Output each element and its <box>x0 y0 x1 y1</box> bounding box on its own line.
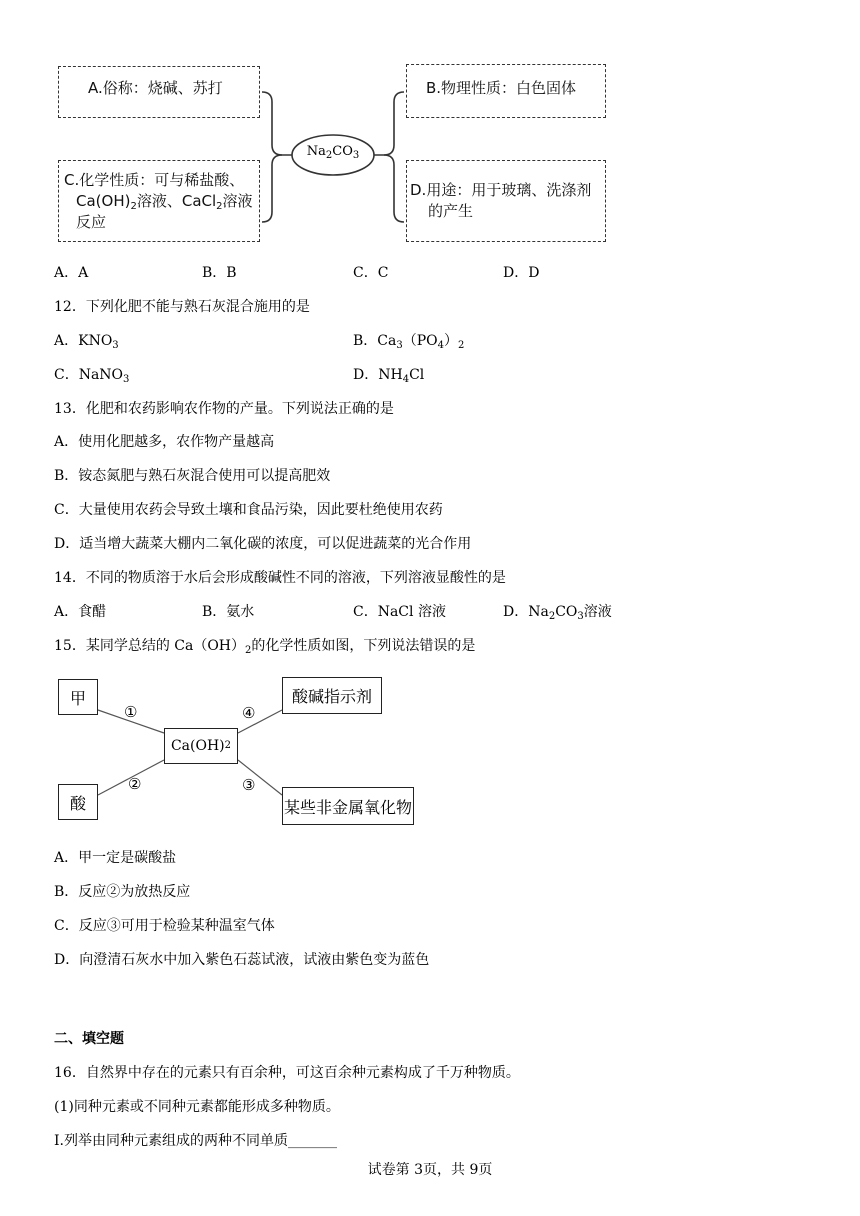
box-b-text: B.物理性质：白色固体 <box>426 79 577 97</box>
box-oxide: 某些非金属氧化物 <box>282 787 414 825</box>
q12-option-a: A．$KNO_3$ <box>54 333 119 351</box>
box-c-line3: 反应 <box>76 213 107 231</box>
box-jia: 甲 <box>58 679 98 715</box>
q12-option-b: B．$Ca_3(PO_4)_2$ <box>353 333 465 351</box>
q12-stem: 12．下列化肥不能与熟石灰混合施用的是 <box>54 299 310 315</box>
q15-option-c: C．反应③可用于检验某种温室气体 <box>54 918 275 934</box>
q16-part1: (1)同种元素或不同种元素都能形成多种物质。 <box>54 1099 340 1115</box>
q13-option-c: C．大量使用农药会导致土壤和食品污染，因此要杜绝使用农药 <box>54 502 443 518</box>
page-footer: 试卷第 3页，共 9页 <box>367 1162 493 1178</box>
label-reaction-2: ② <box>128 775 142 793</box>
q15-option-b: B．反应②为放热反应 <box>54 884 191 900</box>
q11-option-d: D．D <box>503 265 540 281</box>
box-caoh2: Ca(OH) 2 <box>164 728 238 764</box>
q15-option-d: D．向澄清石灰水中加入紫色石蕊试液，试液由紫色变为蓝色 <box>54 952 430 968</box>
q13-stem: 13．化肥和农药影响农作物的产量。下列说法正确的是 <box>54 401 394 417</box>
box-c-line2: $Ca(OH)_2$溶液、CaCl$_2$溶液 <box>76 192 253 212</box>
label-reaction-4: ④ <box>242 704 256 722</box>
box-d-line1: D.用途：用于玻璃、洗涤剂 <box>410 181 592 199</box>
q13-option-b: B．铵态氮肥与熟石灰混合使用可以提高肥效 <box>54 468 331 484</box>
q12-option-d: D．$NH_4Cl$ <box>353 367 425 385</box>
q11-option-b: B．B <box>202 265 237 281</box>
q11-option-a: A．A <box>54 265 89 281</box>
box-acid: 酸 <box>58 784 98 820</box>
q13-option-d: D．适当增大蔬菜大棚内二氧化碳的浓度，可以促进蔬菜的光合作用 <box>54 536 472 552</box>
q14-option-b: B．氨水 <box>202 604 255 620</box>
box-indicator: 酸碱指示剂 <box>282 677 382 714</box>
q14-option-a: A．食醋 <box>54 604 107 620</box>
section-heading: 二、填空题 <box>54 1031 124 1047</box>
q15-option-a: A．甲一定是碳酸盐 <box>54 850 177 866</box>
q15-stem: 15．某同学总结的 $Ca(OH)_2$的化学性质如图，下列说法错误的是 <box>54 638 476 656</box>
q14-stem: 14．不同的物质溶于水后会形成酸碱性不同的溶液，下列溶液显酸性的是 <box>54 570 506 586</box>
box-a-text: A.俗称：烧碱、苏打 <box>88 79 223 97</box>
box-d-line2: 的产生 <box>428 202 474 220</box>
q11-option-c: C．C <box>353 265 389 281</box>
q14-option-c: C．NaCl 溶液 <box>353 604 446 620</box>
q13-option-a: A．使用化肥越多，农作物产量越高 <box>54 434 275 450</box>
label-reaction-3: ③ <box>242 776 256 794</box>
label-reaction-1: ① <box>124 703 138 721</box>
q12-option-c: C．NaNO$_3$ <box>54 367 130 385</box>
q16-sub1: I.列举由同种元素组成的两种不同单质_______ <box>54 1133 337 1149</box>
na2co3-center: $Na_2CO_3$ <box>306 144 360 161</box>
q16-stem: 16．自然界中存在的元素只有百余种，可这百余种元素构成了千万种物质。 <box>54 1065 520 1081</box>
box-c-line1: C.化学性质：可与稀盐酸、 <box>64 171 245 189</box>
q14-option-d: D．$Na_2CO_3$溶液 <box>503 604 612 622</box>
